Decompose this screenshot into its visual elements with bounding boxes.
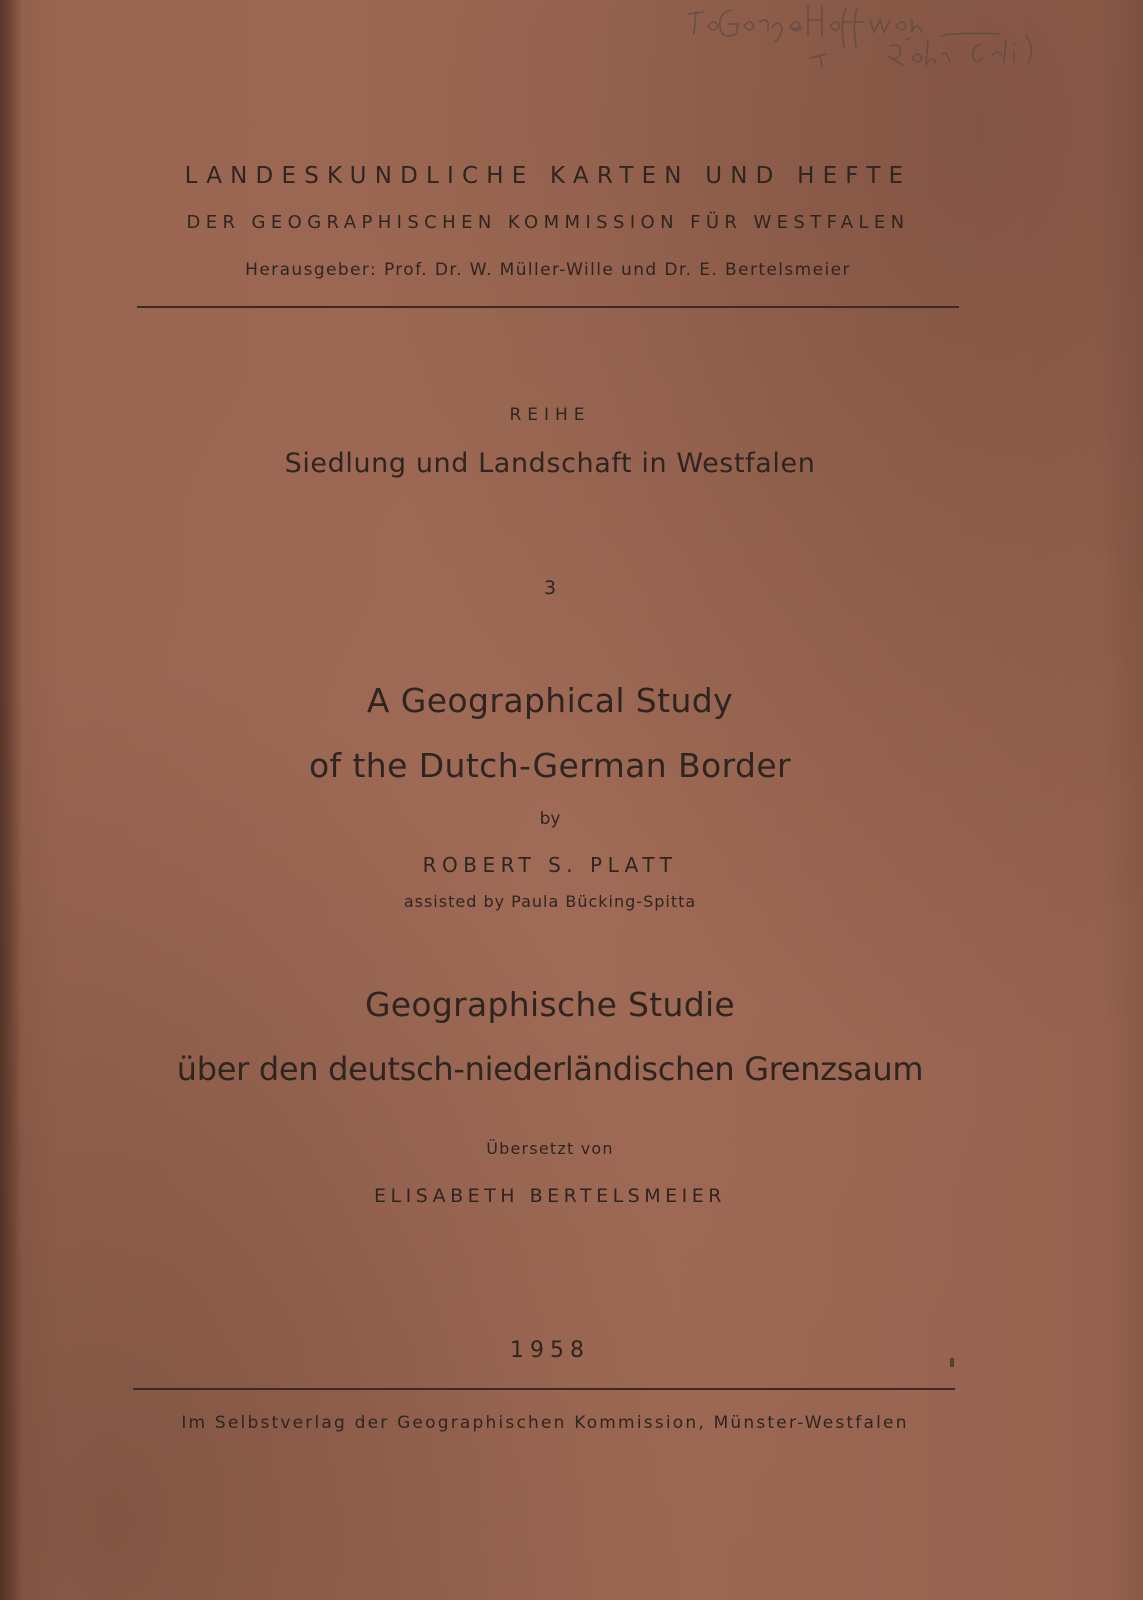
by-label: by xyxy=(539,809,561,829)
top-divider xyxy=(137,306,959,308)
publication-year: 1958 xyxy=(510,1338,590,1363)
reihe-label: REIHE xyxy=(509,405,591,425)
english-title-line2: of the Dutch-German Border xyxy=(308,746,792,785)
handwritten-inscription xyxy=(680,0,1100,80)
bottom-divider xyxy=(133,1388,955,1390)
reihe-title: Siedlung und Landschaft in Westfalen xyxy=(284,448,816,479)
commission-name: DER GEOGRAPHISCHEN KOMMISSION FÜR WESTFALEN xyxy=(186,212,910,233)
translated-by-label: Übersetzt von xyxy=(486,1139,614,1158)
german-title-line1: Geographische Studie xyxy=(364,985,736,1024)
author-name: ROBERT S. PLATT xyxy=(422,853,678,877)
ink-mark xyxy=(950,1358,954,1367)
assisted-by: assisted by Paula Bücking-Spitta xyxy=(403,892,697,911)
publisher-line: Im Selbstverlag der Geographischen Kommission, Münster-Westfalen xyxy=(181,1413,909,1433)
series-title: LANDESKUNDLICHE KARTEN UND HEFTE xyxy=(184,163,912,189)
translator-name: ELISABETH BERTELSMEIER xyxy=(374,1185,726,1207)
english-title-line1: A Geographical Study xyxy=(366,681,734,720)
german-title-line2: über den deutsch-niederländischen Grenzsaum xyxy=(176,1050,924,1088)
volume-number: 3 xyxy=(543,577,557,599)
editors-line: Herausgeber: Prof. Dr. W. Müller-Wille und Dr. E. Bertelsmeier xyxy=(245,260,851,280)
